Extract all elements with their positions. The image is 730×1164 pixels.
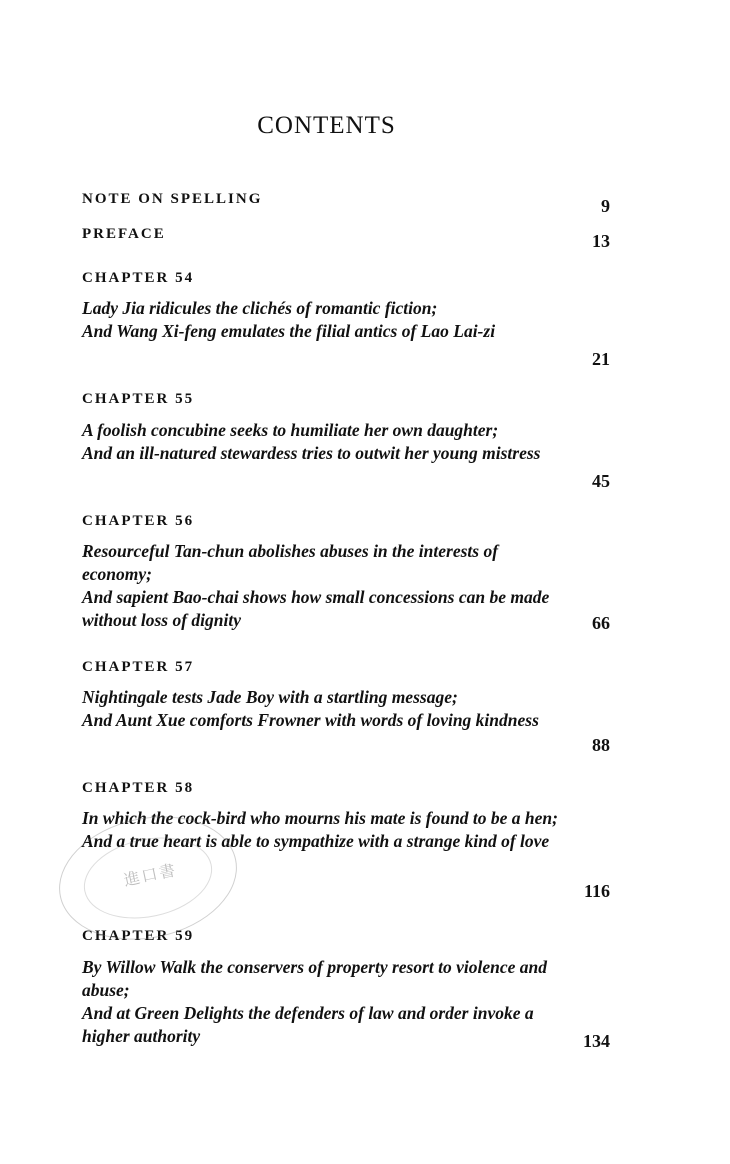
chapter-couplet-line: And Wang Xi-feng emulates the filial antics of Lao Lai-zi bbox=[82, 321, 496, 341]
chapter-heading-56: CHAPTER 56 bbox=[82, 513, 195, 529]
page-number: 134 bbox=[583, 1031, 610, 1051]
page-number: 21 bbox=[592, 349, 610, 369]
chapter-description bbox=[82, 297, 562, 343]
page-number: 9 bbox=[601, 196, 610, 216]
chapter-couplet-line: And sapient Bao-chai shows how small concessions can be made without loss of dignity bbox=[82, 587, 550, 630]
chapter-description bbox=[82, 956, 562, 1048]
page-number: 116 bbox=[583, 881, 610, 901]
front-matter-preface: PREFACE bbox=[82, 226, 166, 242]
chapter-heading-55: CHAPTER 55 bbox=[82, 391, 195, 407]
chapter-heading-54: CHAPTER 54 bbox=[82, 270, 195, 286]
chapter-heading-58: CHAPTER 58 bbox=[82, 780, 195, 796]
chapter-description bbox=[82, 419, 562, 465]
page-number: 66 bbox=[592, 613, 610, 633]
chapter-couplet-line: Nightingale tests Jade Boy with a startling message; bbox=[82, 687, 458, 707]
chapter-couplet-line: And at Green Delights the defenders of law and order invoke a higher authority bbox=[82, 1003, 534, 1046]
chapter-couplet-line: Resourceful Tan-chun abolishes abuses in the interests of economy; bbox=[82, 541, 499, 584]
chapter-couplet-line: And a true heart is able to sympathize with a strange kind of love bbox=[82, 831, 550, 851]
stamp-text: 進口書 bbox=[122, 860, 179, 890]
chapter-couplet-line: By Willow Walk the conservers of property resort to violence and abuse; bbox=[82, 957, 548, 1000]
chapter-couplet-line: Lady Jia ridicules the clichés of romantic fiction; bbox=[82, 298, 438, 318]
chapter-couplet-line: In which the cock-bird who mourns his mate is found to be a hen; bbox=[82, 808, 558, 828]
chapter-heading-59: CHAPTER 59 bbox=[82, 928, 195, 944]
chapter-heading-57: CHAPTER 57 bbox=[82, 659, 195, 675]
page-number: 45 bbox=[592, 471, 610, 491]
chapter-couplet-line: A foolish concubine seeks to humiliate her own daughter; bbox=[82, 420, 499, 440]
page-number: 88 bbox=[592, 735, 610, 755]
chapter-description bbox=[82, 540, 562, 632]
chapter-couplet-line: And an ill-natured stewardess tries to outwit her young mistress bbox=[82, 443, 541, 463]
page-number: 13 bbox=[592, 231, 610, 251]
chapter-description bbox=[82, 686, 562, 732]
front-matter-note-on-spelling: NOTE ON SPELLING bbox=[82, 191, 263, 207]
page-title: CONTENTS bbox=[257, 112, 396, 139]
chapter-couplet-line: And Aunt Xue comforts Frowner with words of loving kindness bbox=[82, 710, 539, 730]
